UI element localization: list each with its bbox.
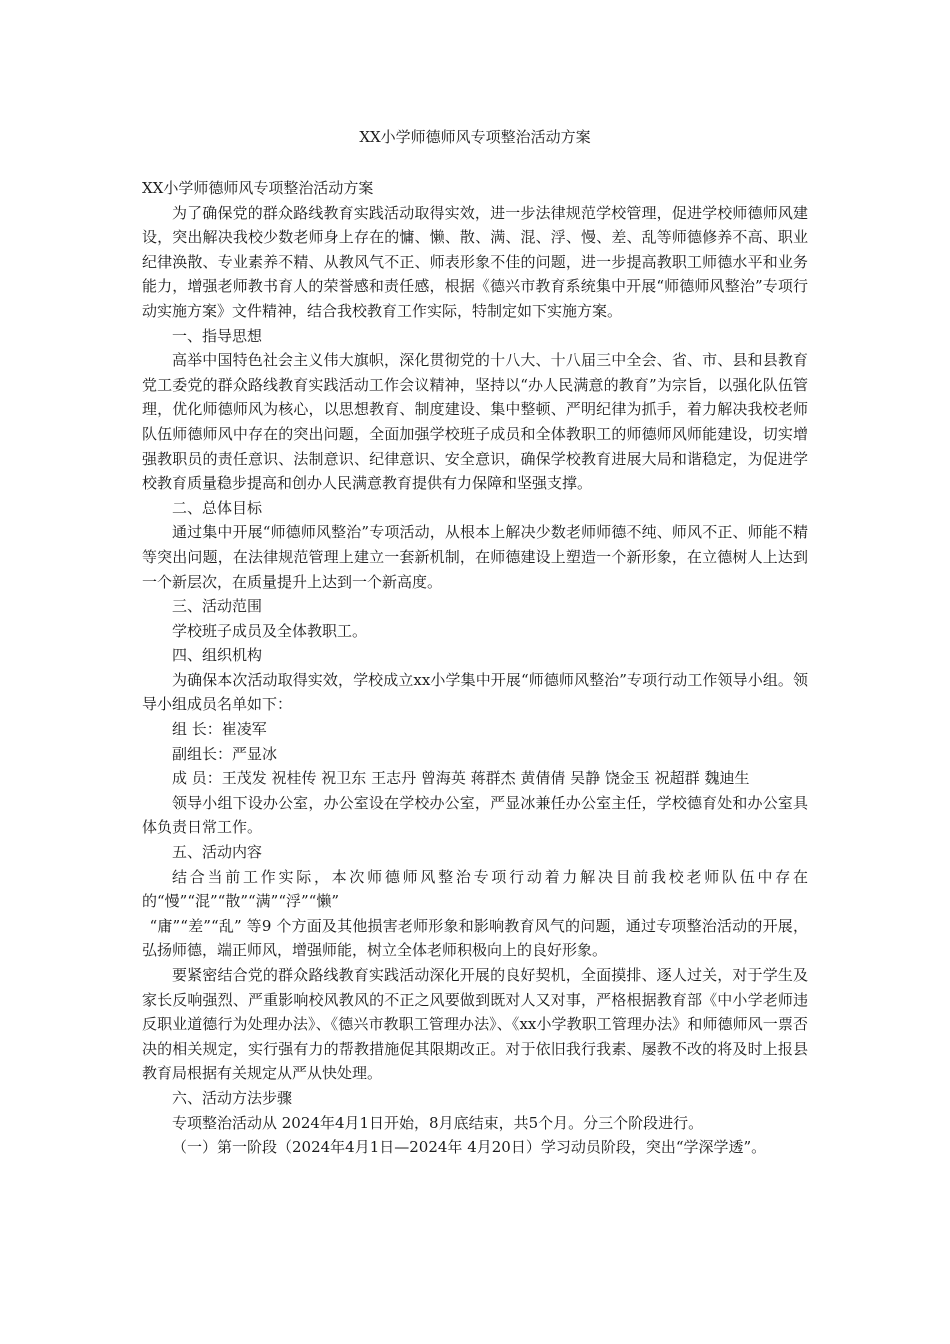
- body-paragraph: 领导小组下设办公室，办公室设在学校办公室，严显冰兼任办公室主任，学校德育处和办公室具体负责日常工作。: [142, 793, 808, 837]
- deputy-leader-line: 副组长：严显冰: [172, 744, 278, 763]
- body-paragraph: 结合当前工作实际，本次师德师风整治专项行动着力解决目前我校老师队伍中存在的“慢”“混”“散”“满”“浮”“懒”: [142, 867, 808, 911]
- body-paragraph: （一）第一阶段（2024年4月1日—2024年 4月20日）学习动员阶段，突出“学深学透”。: [172, 1138, 767, 1157]
- section-heading: 五、活动内容: [172, 843, 263, 862]
- section-heading: 二、总体目标: [172, 498, 263, 517]
- body-paragraph: 要紧密结合党的群众路线教育实践活动深化开展的良好契机，全面摸排、逐人过关，对于学生及家长反响强烈、严重影响校风教风的不正之风要做到既对人又对事，严格根据教育部《中小学老师违反职业道德行为处理办法》、《德兴市教职工管理办法》、《xx小学教职工管理办法》和师德师风一票否决的相关规定，实行强有力的帮教措施促其限期改正。对于依旧我行我素、屡教不改的将及时上报县教育局根据有关规定从严从快处理。: [142, 966, 808, 1083]
- body-paragraph: 高举中国特色社会主义伟大旗帜，深化贯彻党的十八大、十八届三中全会、省、市、县和县教育党工委党的群众路线教育实践活动工作会议精神，坚持以“办人民满意的教育”为宗旨，以强化队伍管理，优化师德师风为核心，以思想教育、制度建设、集中整顿、严明纪律为抓手，着力解决我校老师队伍师德师风中存在的突出问题，全面加强学校班子成员和全体教职工的师德师风师能建设，切实增强教职员的责任意识、法制意识、纪律意识、安全意识，确保学校教育进展大局和谐稳定，为促进学校教育质量稳步提高和创办人民满意教育提供有力保障和坚强支撑。: [142, 351, 808, 493]
- section-heading: 六、活动方法步骤: [172, 1088, 293, 1107]
- body-paragraph: “庸”“差”“乱” 等9 个方面及其他损害老师形象和影响教育风气的问题，通过专项整治活动的开展，弘扬师德，端正师风，增强师能，树立全体老师积极向上的良好形象。: [142, 916, 808, 960]
- document-body: [142, 176, 808, 1160]
- repeated-title: XX小学师德师风专项整治活动方案: [142, 179, 374, 197]
- section-heading: 一、指导思想: [172, 326, 263, 345]
- leader-line: 组 长：崔凌军: [172, 720, 267, 739]
- body-paragraph: 通过集中开展“师德师风整治”专项活动，从根本上解决少数老师师德不纯、师风不正、师能不精等突出问题，在法律规范管理上建立一套新机制，在师德建设上塑造一个新形象，在立德树人上达到一个新层次，在质量提升上达到一个新高度。: [142, 523, 808, 591]
- body-paragraph: 为确保本次活动取得实效，学校成立xx小学集中开展“师德师风整治”专项行动工作领导小组。领导小组成员名单如下：: [142, 670, 808, 714]
- body-paragraph: 学校班子成员及全体教职工。: [172, 621, 368, 640]
- section-heading: 四、组织机构: [172, 646, 263, 665]
- intro-paragraph: 为了确保党的群众路线教育实践活动取得实效，进一步法律规范学校管理，促进学校师德师风建设，突出解决我校少数老师身上存在的慵、懒、散、满、混、浮、慢、差、乱等师德修养不高、职业纪律涣散、专业素养不精、从教风气不正、师表形象不佳的问题，进一步提高教职工师德水平和业务能力，增强老师教书育人的荣誉感和责任感，根据《德兴市教育系统集中开展“师德师风整治”专项行动实施方案》文件精神，结合我校教育工作实际，特制定如下实施方案。: [142, 203, 808, 320]
- members-line: 成 员：王茂发 祝桂传 祝卫东 王志丹 曾海英 蒋群杰 黄倩倩 吴静 饶金玉 祝超群 魏迪生: [172, 769, 750, 788]
- section-heading: 三、活动范围: [172, 597, 263, 616]
- document-title: XX小学师德师风专项整治活动方案: [359, 128, 591, 146]
- body-paragraph: 专项整治活动从 2024年4月1日开始，8月底结束，共5个月。分三个阶段进行。: [172, 1113, 704, 1132]
